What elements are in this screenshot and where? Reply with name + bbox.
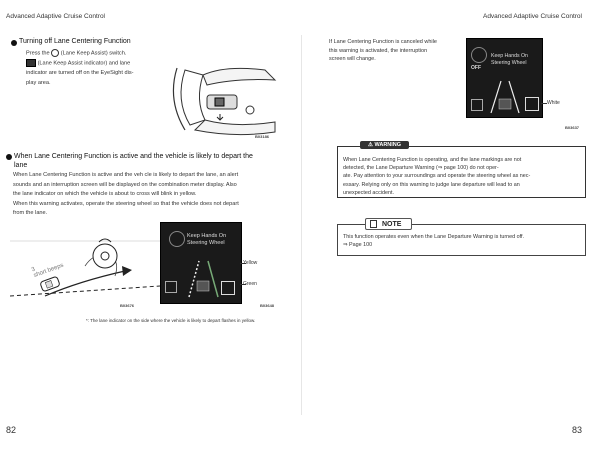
- display-message: Keep Hands On Steering Wheel: [187, 233, 227, 246]
- vehicle-status-icon: [165, 281, 177, 293]
- note-tab: NOTE: [365, 218, 412, 230]
- steering-wheel-illustration: [165, 40, 280, 140]
- display-message: Keep Hands On Steering Wheel: [491, 53, 528, 66]
- lane-indicator-graphic: [181, 259, 226, 299]
- section-bullet: [11, 40, 17, 46]
- section-heading-turning-off: Turning off Lane Centering Function: [19, 38, 131, 45]
- section-heading-depart-lane: When Lane Centering Function is active and the vehicle is likely to depart the lane: [14, 153, 253, 169]
- off-label: OFF: [471, 65, 481, 71]
- running-header-left: Advanced Adaptive Cruise Control: [6, 13, 106, 20]
- steering-wheel-icon: [169, 231, 185, 247]
- warning-triangle-icon: ⚠: [368, 142, 373, 148]
- figure-code-b03637: B03637: [565, 125, 580, 130]
- meter-display-canceled: [466, 38, 543, 118]
- section2-paragraph: When Lane Centering Function is active and the veh cle is likely to depart the lane, an alert sounds and an interruption screen will be displayed on the combination meter display. Also the lane indicator on which the vehicle is about to cross will blink in yellow. When this warning activates, operate the steering wheel so that the vehicle does not depart from the lane.: [13, 172, 239, 217]
- warning-box: [337, 142, 586, 198]
- figure-code-b03648: B03648: [260, 303, 275, 308]
- page-gutter: [301, 35, 302, 415]
- warning-tab: ⚠ WARNING: [360, 141, 409, 149]
- lane-keep-assist-switch-icon: [51, 49, 59, 57]
- figure-code-b03676: B03676: [120, 303, 135, 308]
- section1-text: Press the (Lane Keep Assist) switch. (Lane Keep Assist indicator) and lane indicator are turned off on the EyeSight dis- play area.: [26, 50, 134, 86]
- steering-wheel-icon: [471, 47, 487, 63]
- vehicle-status-icon: [471, 99, 483, 111]
- cancel-intro-text: If Lane Centering Function is canceled while this warning is activated, the interruption screen will change.: [329, 39, 437, 62]
- figure-code-b03186: B03186: [255, 134, 270, 139]
- running-header-right: Advanced Adaptive Cruise Control: [482, 13, 582, 20]
- three-short-beeps-label: 3 short beeps: [30, 262, 65, 280]
- label-white: White: [547, 100, 560, 106]
- lane-indicator-graphic: [485, 79, 525, 114]
- note-box: [337, 220, 586, 256]
- meter-display-alert: [160, 222, 242, 304]
- note-icon: [370, 220, 377, 228]
- label-green: Green: [243, 281, 257, 287]
- lane-keep-assist-indicator-icon: [221, 281, 235, 295]
- section-bullet: [6, 154, 12, 160]
- warning-text: When Lane Centering Function is operating, and the lane markings are not detected, the Lane Departure Warning (⇒ page 100) do not oper- ate. Pay attention to your surroundings and operate the steering wheel as nec- essary. Relying only on this warning to judge lane departure will lead to an unexpected accident.: [343, 157, 531, 196]
- page-number-right: 83: [571, 425, 582, 435]
- footnote: *: The lane indicator on the side where the vehicle is likely to depart flashes in yellow.: [86, 318, 256, 323]
- page-number-left: 82: [6, 425, 17, 435]
- label-yellow: Yellow: [243, 260, 258, 266]
- lane-keep-assist-indicator-icon: [525, 97, 539, 111]
- note-text: This function operates even when the Lane Departure Warning is turned off. ⇒ Page 100: [343, 234, 524, 248]
- lane-keep-assist-indicator-icon: [26, 59, 36, 67]
